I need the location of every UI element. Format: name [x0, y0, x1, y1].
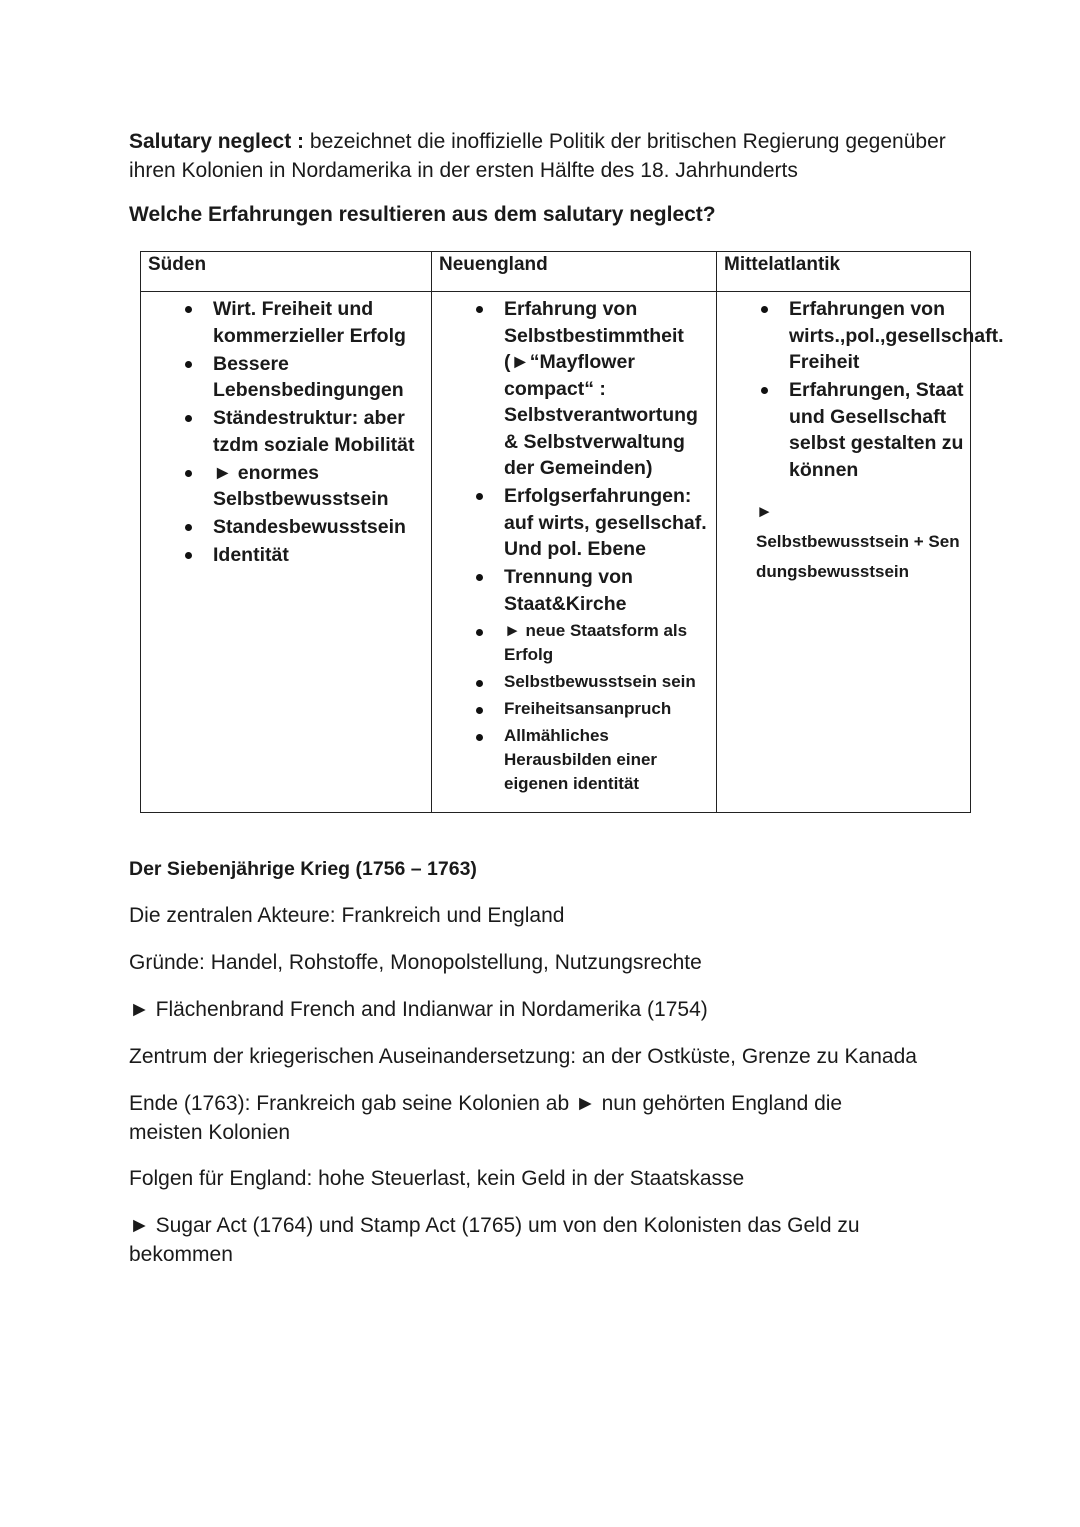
- section-title: Der Siebenjährige Krieg (1756 – 1763): [129, 858, 477, 880]
- list-item: Identität: [213, 542, 431, 569]
- conclusion-text: Selbstbewusstsein + Sendungsbewusstsein: [756, 531, 960, 581]
- list-item: Erfahrungen, Staat und Gesellschaft selbst gestalten zu können: [789, 377, 970, 483]
- list-item: Selbstbewusstsein sein: [504, 670, 716, 694]
- section-line-acts: ► Sugar Act (1764) und Stamp Act (1765) um von den Kolonisten das Geld zu bekommen: [129, 1214, 860, 1266]
- intro-term: Salutary neglect :: [129, 130, 305, 153]
- section-line-end: Ende (1763): Frankreich gab seine Kolonien ab ► nun gehörten England die meisten Kolonien: [129, 1092, 843, 1144]
- cell-sueden: [141, 292, 432, 813]
- table-body-row: [141, 292, 971, 813]
- experiences-table: [140, 251, 1004, 813]
- section-line-consequences: Folgen für England: hohe Steuerlast, kein Geld in der Staatskasse: [129, 1167, 745, 1190]
- list-item: ► neue Staatsform als Erfolg: [504, 619, 716, 667]
- cell-mittelatlantik: [717, 292, 1004, 813]
- section-line-reasons: Gründe: Handel, Rohstoffe, Monopolstellung, Nutzungsrechte: [129, 951, 702, 974]
- header-mittelatlantik: Mittelatlantik: [717, 252, 971, 292]
- section-line-center: Zentrum der kriegerischen Auseinandersetzung: an der Ostküste, Grenze zu Kanada: [129, 1045, 917, 1068]
- list-item: Freiheitsansanpruch: [504, 697, 716, 721]
- list-item: Trennung von Staat&Kirche: [504, 564, 716, 617]
- list-item: Bessere Lebensbedingungen: [213, 351, 431, 404]
- list-item: Allmähliches Herausbilden einer eigenen identität: [504, 724, 716, 796]
- list-item: Standesbewusstsein: [213, 514, 431, 541]
- list-item: Erfahrungen von wirts.,pol.,gesellschaft. Freiheit: [789, 296, 970, 376]
- arrow-marker: ►: [756, 501, 773, 521]
- section-line-war: ► Flächenbrand French and Indianwar in Nordamerika (1754): [129, 998, 708, 1021]
- table-header-row: [141, 252, 971, 292]
- list-item: Wirt. Freiheit und kommerzieller Erfolg: [213, 296, 431, 349]
- cell-neuengland: [432, 292, 717, 813]
- section-line-actors: Die zentralen Akteure: Frankreich und England: [129, 904, 565, 927]
- mittelatlantik-conclusion: [717, 485, 970, 587]
- header-sueden: Süden: [141, 252, 432, 292]
- neuengland-list: [432, 292, 716, 796]
- mittelatlantik-list: [717, 292, 1004, 483]
- list-item: Erfahrung von Selbstbestimmtheit (►“Mayflower compact“ : Selbstverantwortung & Selbstverwaltung der Gemeinden): [504, 296, 716, 482]
- list-item: Erfolgserfahrungen: auf wirts, gesellschaf. Und pol. Ebene: [504, 483, 716, 563]
- intro-paragraph: [129, 127, 959, 185]
- list-item: ► enormes Selbstbewusstsein: [213, 460, 431, 513]
- question-heading: Welche Erfahrungen resultieren aus dem salutary neglect?: [129, 203, 716, 226]
- header-neuengland: Neuengland: [432, 252, 717, 292]
- intro-definition: bezeichnet die inoffizielle Politik der britischen Regierung gegenüber ihren Kolonien in Nordamerika in der ersten Hälfte des 18. Jahrhunderts: [129, 130, 946, 182]
- sueden-list: [141, 292, 431, 569]
- list-item: Ständestruktur: aber tzdm soziale Mobilität: [213, 405, 431, 458]
